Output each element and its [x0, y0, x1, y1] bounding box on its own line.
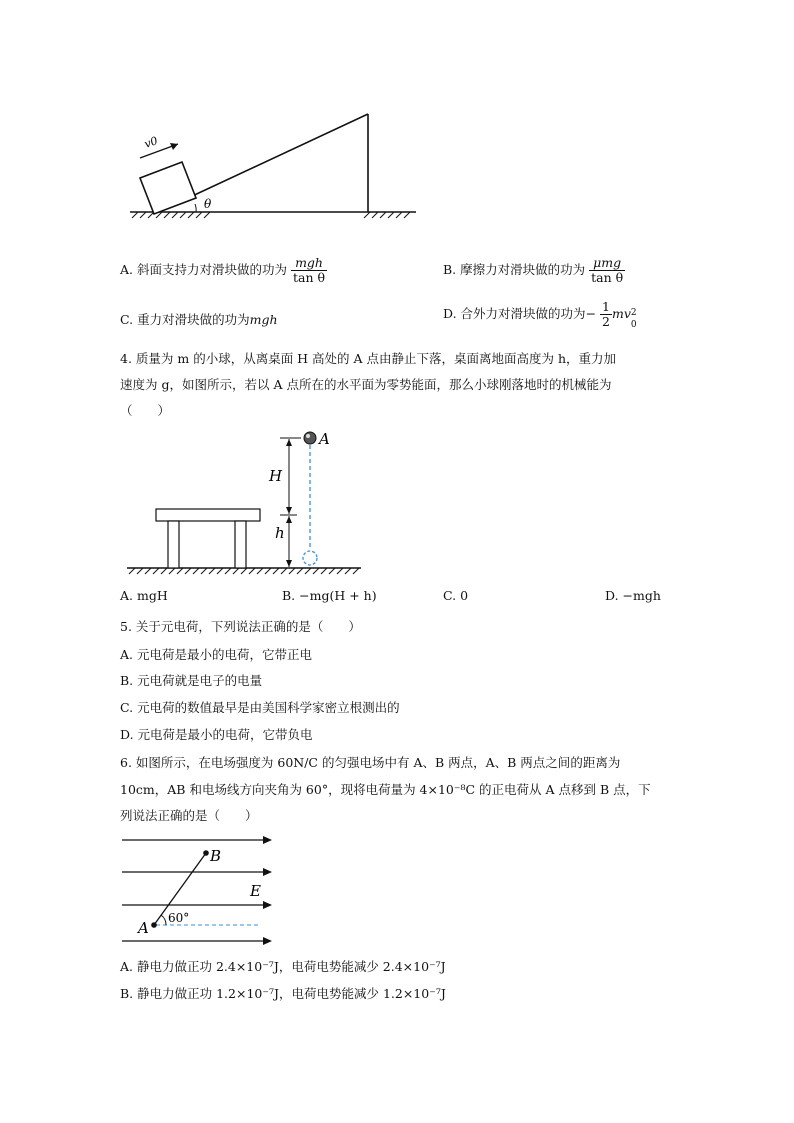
- field-arrowheads: [263, 836, 272, 945]
- q5-stem: 5. 关于元电荷，下列说法正确的是（ ）: [120, 619, 361, 634]
- h-label: h: [275, 524, 285, 542]
- v0-label: v0: [142, 134, 160, 151]
- angle-arc: [195, 204, 196, 212]
- E-label: E: [250, 882, 261, 900]
- ground-hatch: [132, 212, 410, 218]
- q5-option-b: B. 元电荷就是电子的电量: [120, 673, 263, 688]
- q4-option-b: B. −mg(H + h): [282, 588, 377, 603]
- B-label: B: [210, 847, 222, 865]
- q4-option-a: A. mgH: [120, 588, 168, 603]
- incline-figure: [120, 108, 420, 223]
- q3-option-b: B. 摩擦力对滑块做的功为 $\frac{\text{μmg}}{\text{tan θ}}$: [443, 255, 624, 285]
- A-label: A: [319, 430, 330, 448]
- q3-option-a: A. 斜面支持力对滑块做的功为 $\frac{\text{mgh}}{\text{tan θ}}$: [120, 255, 326, 285]
- table-top: [156, 509, 260, 521]
- H-label: H: [269, 467, 283, 485]
- q4-stem-line3: （ ）: [120, 403, 171, 418]
- point-A: [151, 922, 157, 928]
- sliding-block: [140, 162, 196, 214]
- A-label: A: [138, 919, 149, 937]
- table-leg-left: [168, 521, 179, 568]
- q5-option-d: D. 元电荷是最小的电荷，它带负电: [120, 727, 313, 742]
- fraction: $\frac{\text{mgh}}{\text{tan θ}}$: [293, 255, 326, 285]
- theta-label: θ: [204, 197, 212, 211]
- electric-field-figure: [118, 830, 283, 948]
- fraction: $\frac{1}{2}$: [602, 299, 610, 329]
- q6-stem-line1: 6. 如图所示，在电场强度为 60N/C 的匀强电场中有 A、B 两点，A、B 两点之间的距离为: [120, 755, 621, 770]
- point-B: [203, 850, 209, 856]
- q4-stem-line1: 4. 质量为 m 的小球，从离桌面 H 高处的 A 点由静止下落，桌面离地面高度为 h，重力加: [120, 351, 617, 366]
- q5-option-c: C. 元电荷的数值最早是由美国科学家密立根测出的: [120, 700, 400, 715]
- fraction: $\frac{\text{μmg}}{\text{tan θ}}$: [591, 255, 624, 285]
- q5-option-a: A. 元电荷是最小的电荷，它带正电: [120, 647, 312, 662]
- table-leg-right: [235, 521, 246, 568]
- ground-hatch: [129, 568, 359, 574]
- q4-option-c: C. 0: [443, 588, 469, 603]
- q6-option-b: B. 静电力做正功 1.2×10⁻⁷J，电荷电势能减少 1.2×10⁻⁷J: [120, 986, 446, 1001]
- q6-stem-line3: 列说法正确的是（ ）: [120, 808, 258, 823]
- falling-ball-figure: [125, 425, 365, 580]
- angle-arc: [161, 915, 166, 925]
- q4-stem-line2: 速度为 g，如图所示，若以 A 点所在的水平面为零势能面，那么小球刚落地时的机械能为: [120, 377, 612, 392]
- q6-option-a: A. 静电力做正功 2.4×10⁻⁷J，电荷电势能减少 2.4×10⁻⁷J: [120, 959, 446, 974]
- q3-option-d: D. 合外力对滑块做的功为− $\frac{1}{2}$ mv 2 0: [443, 299, 637, 330]
- ball-landed-outline: [303, 551, 317, 565]
- angle-label: 60°: [168, 911, 190, 925]
- ball: [304, 432, 316, 444]
- q3-option-c: C. 重力对滑块做的功为mgh: [120, 312, 278, 327]
- q6-stem-line2: 10cm，AB 和电场线方向夹角为 60°，现将电荷量为 4×10⁻⁸C 的正电荷从 A 点移到 B 点，下: [120, 782, 651, 797]
- q4-option-d: D. −mgh: [605, 588, 661, 603]
